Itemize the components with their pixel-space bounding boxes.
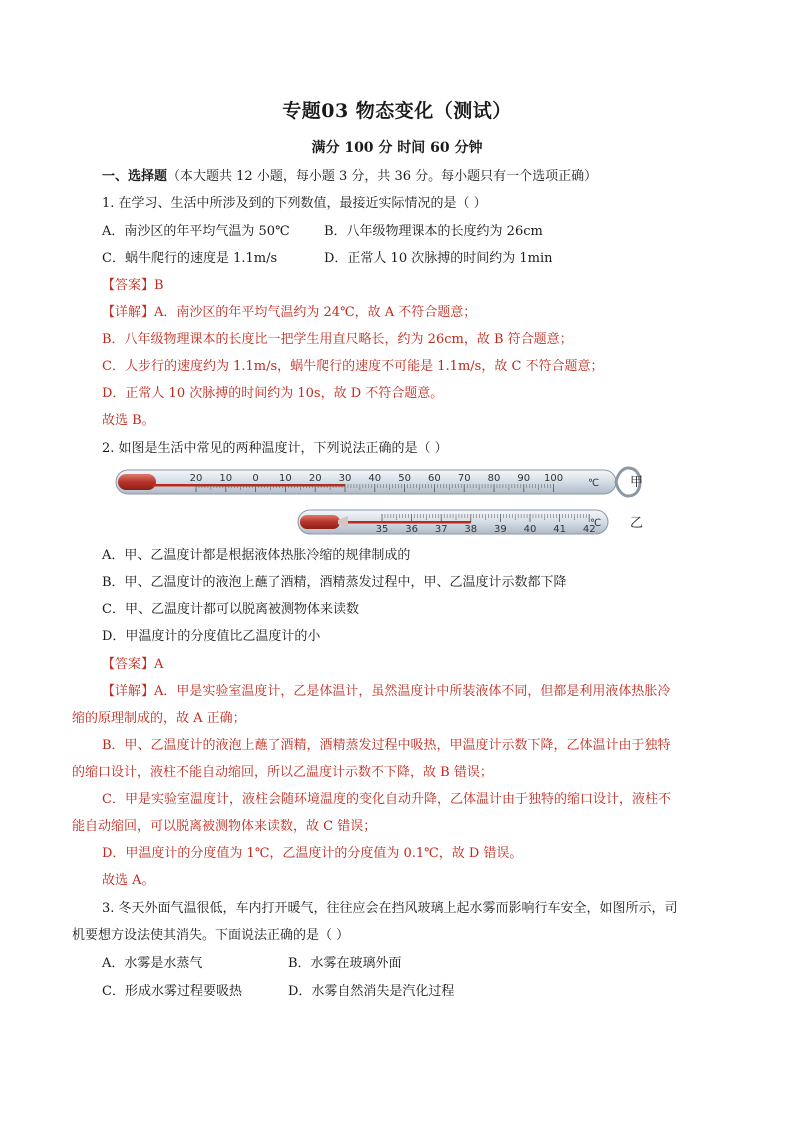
thermometer-jia-tick-label: 80 bbox=[487, 473, 501, 484]
q1-answer-tag: 【答案】 bbox=[102, 278, 155, 293]
q1-conclusion: 故选 B。 bbox=[102, 413, 155, 428]
section-note: （本大题共 12 小题，每小题 3 分，共 36 分。每小题只有一个选项正确） bbox=[167, 169, 598, 184]
section-heading-line bbox=[102, 168, 597, 186]
q3-option-d: D．水雾自然消失是汽化过程 bbox=[288, 984, 455, 999]
thermometer-yi-tick-label: 37 bbox=[434, 524, 448, 535]
thermometer-jia-unit: ℃ bbox=[588, 478, 600, 489]
q2-answer bbox=[102, 656, 163, 674]
thermometer-jia-tick-label: 40 bbox=[368, 473, 382, 484]
thermometer-jia-tick-label: 0 bbox=[252, 473, 259, 484]
q3-option-b: B．水雾在玻璃外面 bbox=[288, 956, 402, 971]
q2-detail-1b: 缩的原理制成的，故 A 正确； bbox=[72, 711, 246, 726]
thermometer-jia-label: 甲 bbox=[630, 475, 644, 490]
q2-detail-tag: 【详解】 bbox=[102, 684, 155, 699]
thermometer-yi-tick-label: 35 bbox=[375, 524, 389, 535]
q1-detail-1-text: A．南沙区的年平均气温约为 24℃，故 A 不符合题意； bbox=[154, 305, 477, 320]
q1-detail-3: C．人步行的速度约为 1.1m/s，蜗牛爬行的速度不可能是 1.1m/s，故 C 不符合题意； bbox=[102, 359, 604, 374]
q3-stem-a: 3. 冬天外面气温很低，车内打开暖气，往往应会在挡风玻璃上起水雾而影响行车安全，如图所示，司 bbox=[102, 901, 678, 916]
thermometer-yi-tick-label: 41 bbox=[553, 524, 566, 535]
q1-stem: 1. 在学习、生活中所涉及到的下列数值，最接近实际情况的是（ ） bbox=[102, 196, 487, 211]
page-title: 专题03 物态变化（测试） bbox=[282, 100, 512, 122]
thermometer-jia-tick-label: 10 bbox=[279, 473, 292, 484]
page-subtitle: 满分 100 分 时间 60 分钟 bbox=[311, 140, 483, 156]
q2-detail-1a-text: A．甲是实验室温度计，乙是体温计，虽然温度计中所装液体不同，但都是利用液体热胀冷 bbox=[154, 684, 671, 699]
q1-detail-tag: 【详解】 bbox=[102, 305, 155, 320]
thermometer-jia-tick-label: 30 bbox=[338, 473, 352, 484]
thermometer-yi-tick-label: 36 bbox=[405, 524, 418, 535]
q1-option-c: C．蜗牛爬行的速度是 1.1m/s bbox=[102, 251, 278, 266]
thermometer-jia-liquid bbox=[152, 484, 345, 487]
q1-option-d: D．正常人 10 次脉搏的时间约为 1min bbox=[324, 251, 553, 266]
q2-conclusion: 故选 A。 bbox=[102, 873, 155, 888]
q2-detail-3b: 能自动缩回，可以脱离被测物体来读数，故 C 错误； bbox=[72, 819, 377, 834]
thermometer-jia-tick-label: 10 bbox=[219, 473, 233, 484]
thermometer-yi-label: 乙 bbox=[630, 516, 644, 531]
thermometer-jia-tick-label: 20 bbox=[308, 473, 322, 484]
thermometer-yi-tick-label: 42 bbox=[582, 524, 596, 535]
q2-option-c: C．甲、乙温度计都可以脱离被测物体来读数 bbox=[102, 602, 359, 617]
thermometer-jia bbox=[116, 468, 643, 496]
q2-detail-2a: B．甲、乙温度计的液泡上蘸了酒精，酒精蒸发过程中吸热，甲温度计示数下降，乙体温计由于独特 bbox=[102, 738, 671, 753]
q1-answer bbox=[102, 277, 164, 295]
thermometer-yi bbox=[298, 510, 643, 535]
q3-option-c: C．形成水雾过程要吸热 bbox=[102, 984, 242, 999]
q2-option-d: D．甲温度计的分度值比乙温度计的小 bbox=[102, 629, 321, 644]
thermometer-yi-tick-label: 40 bbox=[523, 524, 537, 535]
q2-detail-2b: 的缩口设计，液柱不能自动缩回，所以乙温度计示数不下降，故 B 错误； bbox=[72, 765, 493, 780]
q2-detail-4: D．甲温度计的分度值为 1℃，乙温度计的分度值为 0.1℃，故 D 错误。 bbox=[102, 846, 523, 861]
q1-detail-1 bbox=[102, 304, 476, 322]
q2-answer-value: A bbox=[154, 657, 164, 672]
q2-detail-3a: C．甲是实验室温度计，液柱会随环境温度的变化自动升降，乙体温计由于独特的缩口设计，液柱不 bbox=[102, 792, 671, 807]
q1-option-b: B．八年级物理课本的长度约为 26cm bbox=[324, 224, 543, 239]
thermometer-jia-bulb bbox=[118, 474, 156, 490]
section-heading: 一、选择题 bbox=[102, 169, 168, 184]
q2-option-b: B．甲、乙温度计的液泡上蘸了酒精，酒精蒸发过程中，甲、乙温度计示数都下降 bbox=[102, 575, 567, 590]
thermometer-yi-bulb bbox=[300, 515, 340, 529]
thermometer-yi-tick-label: 38 bbox=[464, 524, 478, 535]
thermometer-jia-tick-label: 20 bbox=[189, 473, 203, 484]
q3-option-a: A．水雾是水蒸气 bbox=[102, 956, 203, 971]
q1-detail-4: D．正常人 10 次脉搏的时间约为 10s，故 D 不符合题意。 bbox=[102, 386, 444, 401]
thermometer-yi-unit: ℃ bbox=[590, 518, 602, 529]
thermometer-yi-tick-label: 39 bbox=[494, 524, 507, 535]
q1-option-a: A．南沙区的年平均气温为 50℃ bbox=[102, 224, 290, 239]
thermometers-figure bbox=[112, 464, 652, 544]
q2-answer-tag: 【答案】 bbox=[102, 657, 155, 672]
q2-stem: 2. 如图是生活中常见的两种温度计，下列说法正确的是（ ） bbox=[102, 441, 448, 456]
q2-option-a: A．甲、乙温度计都是根据液体热胀冷缩的规律制成的 bbox=[102, 548, 411, 563]
q2-detail-1a bbox=[102, 683, 670, 701]
q3-stem-b: 机要想方设法使其消失。下面说法正确的是（ ） bbox=[72, 928, 350, 943]
q1-answer-value: B bbox=[154, 278, 164, 293]
thermometer-jia-tick-label: 50 bbox=[398, 473, 411, 484]
thermometer-jia-tick-label: 90 bbox=[517, 473, 531, 484]
thermometer-jia-tick-label: 70 bbox=[457, 473, 471, 484]
q1-detail-2: B．八年级物理课本的长度比一把学生用直尺略长，约为 26cm，故 B 符合题意； bbox=[102, 332, 573, 347]
thermometer-jia-tick-label: 60 bbox=[428, 473, 441, 484]
thermometer-jia-tick-label: 100 bbox=[544, 473, 564, 484]
